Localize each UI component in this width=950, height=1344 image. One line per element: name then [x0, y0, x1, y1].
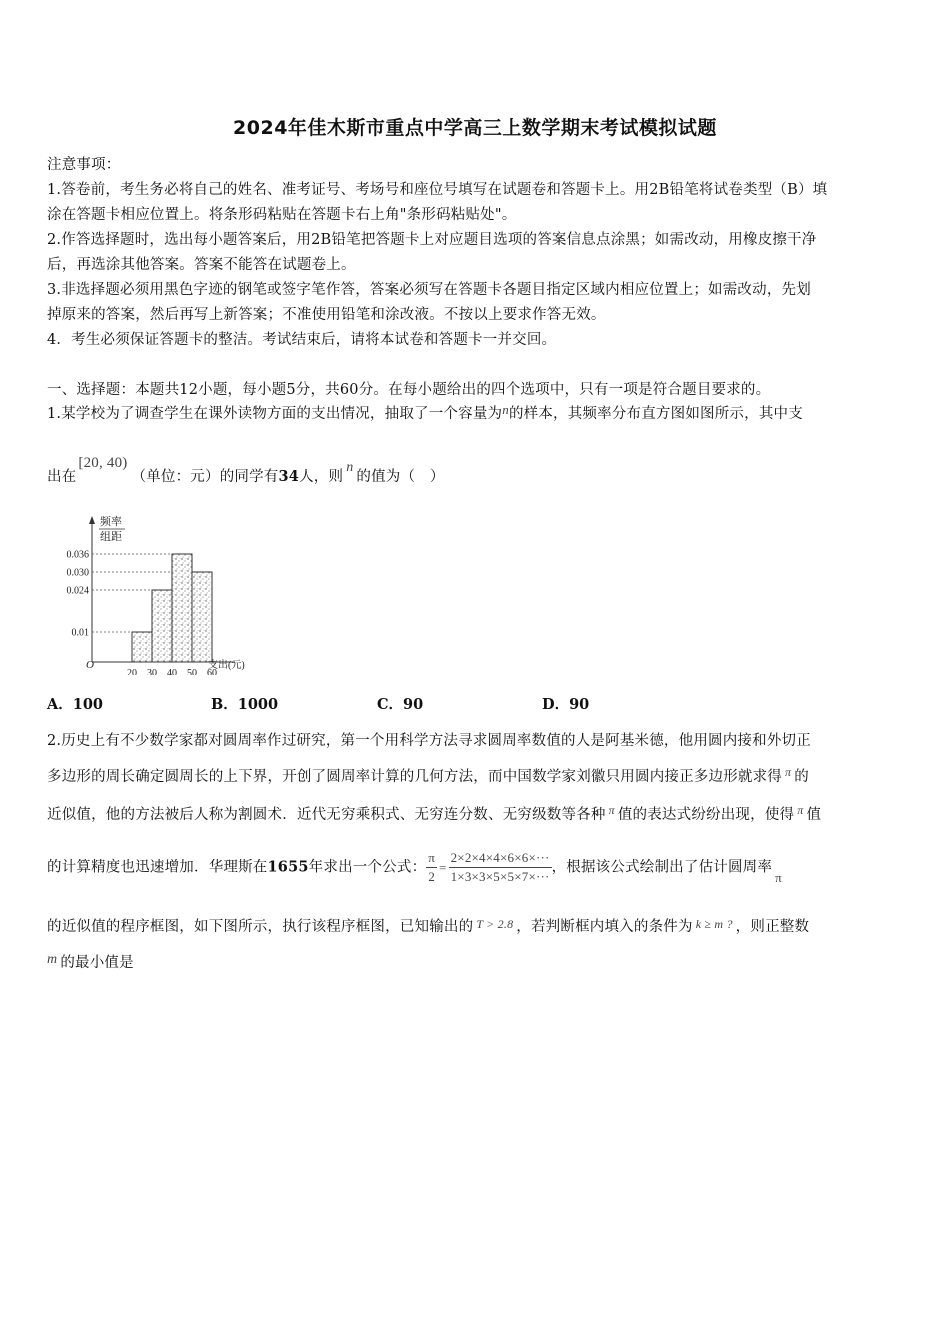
histogram-bar: [172, 554, 192, 662]
formula-lhs-num: π: [426, 850, 437, 868]
q2-text: 多边形的周长确定圆周长的上下界，开创了圆周率计算的几何方法，而中国数学家刘徽只用圆内接正多边形就求得: [47, 769, 782, 785]
formula-den: 1×3×3×5×5×7×···: [450, 869, 550, 884]
section-heading: 一、选择题：本题共12小题，每小题5分，共60分。在每小题给出的四个选项中，只有一项是符合题目要求的。: [47, 382, 771, 398]
q1-text: 出在: [47, 469, 77, 485]
pi-symbol: π: [785, 765, 792, 779]
formula-num: 2×2×4×4×6×6×···: [449, 850, 552, 868]
x-tick-label: 30: [147, 668, 157, 675]
notice-line: 4．考生必须保证答题卡的整洁。考试结束后，请将本试卷和答题卡一并交回。: [47, 332, 557, 348]
option-b[interactable]: B．1000: [211, 696, 279, 713]
origin-label: O: [86, 659, 94, 671]
q2-text: 年求出一个公式：: [308, 859, 427, 876]
pi-symbol: π: [775, 869, 782, 885]
q2-line4: [47, 850, 782, 885]
histogram-bar: [132, 632, 152, 662]
q2-line1: 2.历史上有不少数学家都对圆周率作过研究，第一个用科学方法寻求圆周率数值的人是阿基米德，他用圆内接和外切正: [47, 733, 811, 749]
x-tick-label: 60: [207, 668, 217, 675]
notice-line: 掉原来的答案，然后再写上新答案；不准使用铅笔和涂改液。不按以上要求作答无效。: [47, 307, 606, 323]
pi-symbol: π: [608, 803, 615, 817]
var-n: n: [502, 402, 509, 417]
count: 34: [278, 468, 300, 485]
q1-line2: [47, 455, 445, 486]
y-label-bottom: 组距: [100, 531, 122, 543]
condition-k: k ≥ m ?: [695, 917, 733, 931]
condition-t: T > 2.8: [476, 917, 514, 931]
var-n: n: [346, 460, 354, 475]
q2-line3: [47, 803, 821, 824]
formula-equals: =: [439, 859, 447, 875]
notice-heading: 注意事项：: [47, 157, 121, 173]
q2-text: 近似值，他的方法被后人称为割圆术．近代无穷乘积式、无穷连分数、无穷级数等各种: [47, 807, 606, 823]
year: 1655: [267, 858, 309, 876]
q2-text: 值: [806, 807, 822, 823]
notice-line: 后，再选涂其他答案。答案不能答在试题卷上。: [47, 257, 356, 273]
q2-text: 的计算精度也迅速增加．华理斯在: [47, 859, 268, 876]
notice-line: 涂在答题卡相应位置上。将条形码粘贴在答题卡右上角"条形码粘贴处"。: [47, 207, 517, 223]
x-tick-label: 20: [127, 668, 137, 675]
notice-line: 1.答卷前，考生务必将自己的姓名、准考证号、考场号和座位号填写在试题卷和答题卡上。用2B铅笔将试卷类型（B）填: [47, 182, 828, 198]
q2-text: ，则正整数: [735, 919, 810, 935]
q1-text: 人，则: [299, 469, 344, 485]
page-title: 2024年佳木斯市重点中学高三上数学期末考试模拟试题: [233, 117, 717, 139]
var-m: m: [47, 952, 58, 967]
q2-text: 的: [794, 769, 809, 785]
histogram-bar: [192, 572, 212, 662]
notice-line: 2.作答选择题时，选出每小题答案后，用2B铅笔把答题卡上对应题目选项的答案信息点涂黑；如需改动，用橡皮擦干净: [47, 232, 817, 248]
q2-text: 值的表达式纷纷出现，使得: [617, 807, 795, 823]
x-tick-label: 40: [167, 668, 177, 675]
q2-line2: [47, 765, 809, 786]
notice-line: 3.非选择题必须用黑色字迹的钢笔或签字笔作答，答案必须写在答题卡各题目指定区域内相应位置上；如需改动，先划: [47, 282, 811, 298]
frequency-histogram: [55, 510, 270, 675]
y-tick-label: 0.036: [66, 549, 89, 561]
q2-line5: [47, 915, 809, 936]
interval: [20, 40): [78, 455, 128, 471]
y-tick-label: 0.01: [71, 627, 89, 639]
option-a[interactable]: A．100: [47, 696, 104, 713]
formula-lhs: [426, 850, 437, 885]
x-tick-label: 50: [187, 668, 197, 675]
x-axis-label: 支出(元): [208, 660, 245, 671]
option-d[interactable]: D．90: [542, 696, 590, 713]
q1-line1: [47, 402, 803, 423]
y-axis-arrow: [89, 516, 95, 524]
q1-text: 1.某学校为了调查学生在课外读物方面的支出情况，抽取了一个容量为: [47, 406, 503, 422]
pi-symbol: π: [797, 803, 804, 817]
formula-rhs: [449, 850, 552, 885]
formula-lhs-den: 2: [428, 869, 436, 884]
y-tick-label: 0.024: [66, 585, 89, 597]
histogram-bar: [152, 590, 172, 662]
option-c[interactable]: C．90: [377, 696, 424, 713]
q1-text: （单位：元）的同学有: [131, 469, 279, 485]
q2-text: ，根据该公式绘制出了估计圆周率: [551, 859, 773, 876]
y-label-top: 频率: [100, 516, 122, 528]
q2-line6: [47, 951, 134, 972]
q2-text: 的近似值的程序框图，如下图所示，执行该程序框图，已知输出的: [47, 919, 474, 935]
y-tick-label: 0.030: [66, 567, 89, 579]
q1-text: 的值为（ ）: [356, 469, 445, 485]
q2-text: ，若判断框内填入的条件为: [516, 919, 693, 935]
q2-text: 的最小值是: [60, 955, 134, 971]
q1-text: 的样本，其频率分布直方图如图所示，其中支: [508, 406, 803, 422]
